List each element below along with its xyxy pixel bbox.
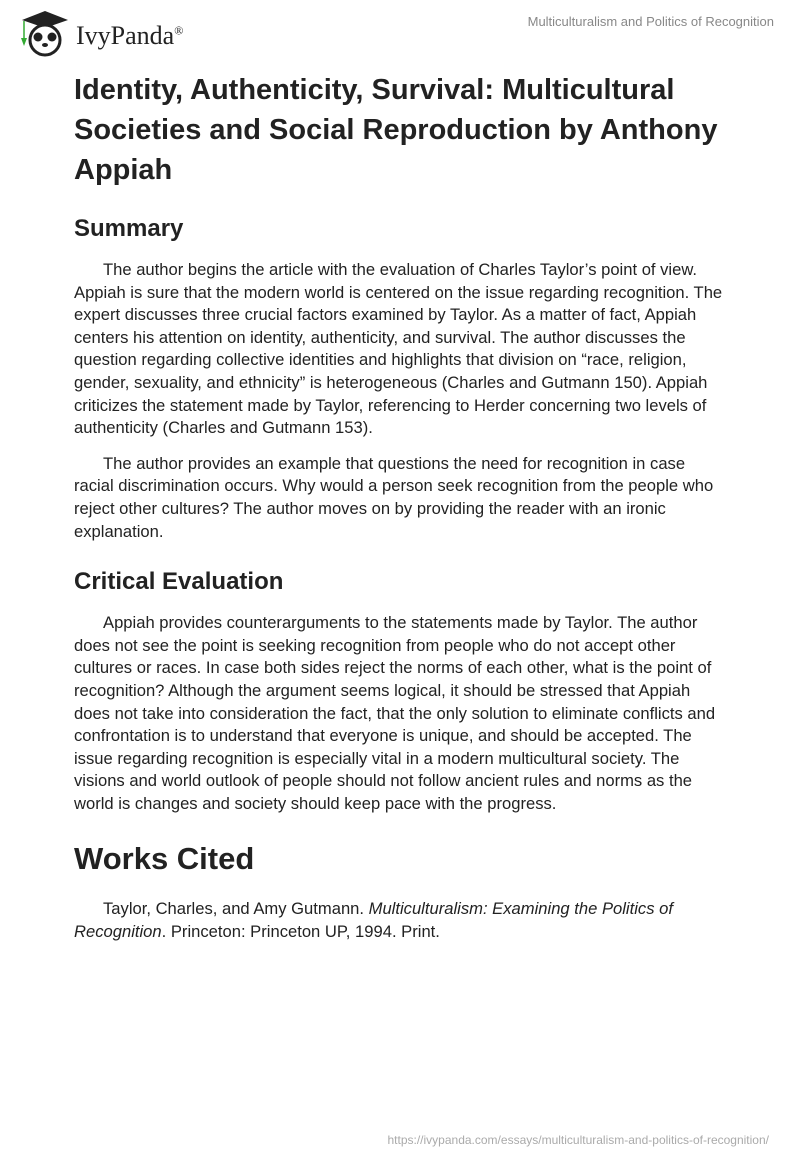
paragraph: The author begins the article with the evaluation of Charles Taylor’s point of view. Appiah is sure that the modern world is centered on the issue regarding recognition. The expert discusses three crucial factors examined by Taylor. As a matter of fact, Appiah centers his attention on identity, authenticity, and survival. The author discusses the question regarding collective identities and highlights that division on “race, religion, gender, sexuality, and ethnicity” is heterogeneous (Charles and Gutmann 150). Appiah criticizes the statement made by Taylor, referencing to Herder concerning two levels of authenticity (Charles and Gutmann 153). [74, 260, 723, 438]
section-heading-critical-evaluation: Critical Evaluation [74, 568, 284, 596]
header [0, 0, 800, 60]
section-heading-summary: Summary [74, 215, 184, 242]
works-cited-heading: Works Cited [74, 841, 255, 877]
paragraph: The author provides an example that questions the need for recognition in case racial discrimination occurs. Why would a person seek recognition from the people who reject other cultures? The author moves on by providing the reader with an ironic explanation. [74, 453, 714, 541]
footer-url[interactable]: https://ivypanda.com/essays/multiculturalism-and-politics-of-recognition/ [387, 1133, 769, 1147]
document-title: Multiculturalism and Politics of Recognition [527, 14, 774, 29]
article [74, 70, 728, 944]
panda-logo-icon [18, 8, 72, 58]
citation-authors: Taylor, Charles, and Amy Gutmann. [103, 899, 369, 919]
paragraph: Appiah provides counterarguments to the statements made by Taylor. The author does not see the point is seeking recognition from people who do not accept other cultures or races. In case both sides reject the norms of each other, what is the point of recognition? Although the argument seems logical, it should be stressed that Appiah does not take into consideration the fact, that the only solution to eliminate conflicts and confrontation is to understand that everyone is unique, and should be accepted. The issue regarding recognition is especially vital in a modern multicultural society. The visions and world outlook of people should not follow ancient rules and norms as the world is changes and society should keep pace with the progress. [74, 613, 716, 813]
citation [74, 898, 728, 943]
citation-title: Multiculturalism: Examining the Politics of Recognition [74, 899, 673, 942]
citation-publisher: . Princeton: Princeton UP, 1994. Print. [161, 922, 440, 942]
logo[interactable] [18, 8, 183, 58]
article-title: Identity, Authenticity, Survival: Multicultural Societies and Social Reproduction by Anthony Appiah [74, 74, 718, 186]
logo-text: IvyPanda® [76, 21, 184, 50]
